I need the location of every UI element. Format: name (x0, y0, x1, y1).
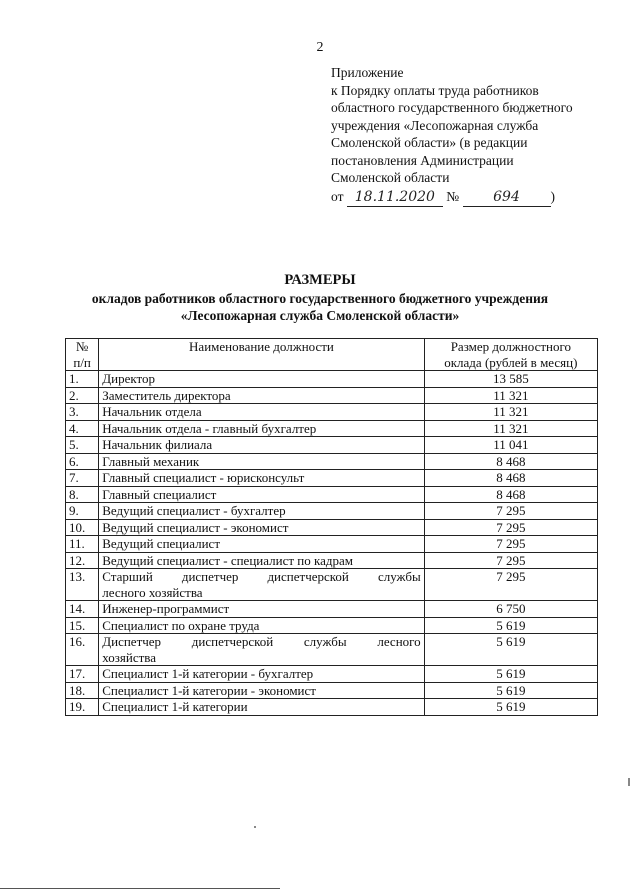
row-salary: 11 321 (424, 420, 597, 437)
row-salary: 11 321 (424, 387, 597, 404)
row-number: 15. (66, 617, 99, 634)
row-number: 17. (66, 666, 99, 683)
row-salary: 5 619 (424, 666, 597, 683)
scan-edge-line (0, 888, 280, 889)
table-header-row (66, 339, 598, 371)
row-number: 14. (66, 601, 99, 618)
appendix-line: к Порядку оплаты труда работников (331, 82, 539, 98)
row-salary: 13 585 (424, 371, 597, 388)
row-position: Начальник филиала (99, 437, 424, 454)
row-salary: 8 468 (424, 470, 597, 487)
row-salary: 7 295 (424, 536, 597, 553)
row-salary: 5 619 (424, 617, 597, 634)
document-title (0, 272, 640, 324)
row-position: Главный механик (99, 453, 424, 470)
header-number-line-1: № (75, 339, 89, 354)
row-number: 6. (66, 453, 99, 470)
handwritten-number: 694 (463, 189, 551, 208)
row-position-line-1: Диспетчер диспетчерской службы лесного (102, 634, 421, 649)
table-row (66, 371, 598, 388)
row-position: Главный специалист - юрисконсульт (99, 470, 424, 487)
row-position: Специалист 1-й категории - бухгалтер (99, 666, 424, 683)
table-row (66, 387, 598, 404)
row-salary: 8 468 (424, 453, 597, 470)
row-number: 16. (66, 634, 99, 666)
row-position: Специалист по охране труда (99, 617, 424, 634)
from-label: от (331, 188, 344, 204)
appendix-line: постановления Администрации (331, 152, 514, 168)
table-row (66, 453, 598, 470)
row-salary: 5 619 (424, 699, 597, 716)
row-salary: 7 295 (424, 569, 597, 601)
row-position: Начальник отдела (99, 404, 424, 421)
row-position: Специалист 1-й категории - экономист (99, 682, 424, 699)
table-row (66, 404, 598, 421)
scan-artifact (254, 826, 256, 828)
row-number: 12. (66, 552, 99, 569)
row-salary: 7 295 (424, 552, 597, 569)
row-number: 5. (66, 437, 99, 454)
row-number: 2. (66, 387, 99, 404)
row-salary: 11 041 (424, 437, 597, 454)
appendix-line: Смоленской области (331, 170, 450, 185)
header-number (66, 339, 99, 371)
row-number: 13. (66, 569, 99, 601)
row-position: Специалист 1-й категории (99, 699, 424, 716)
table-row (66, 503, 598, 520)
table-row (66, 486, 598, 503)
appendix-line: Приложение (331, 65, 404, 80)
row-number: 7. (66, 470, 99, 487)
row-position: Ведущий специалист - экономист (99, 519, 424, 536)
row-salary: 7 295 (424, 519, 597, 536)
row-salary: 6 750 (424, 601, 597, 618)
row-position: Заместитель директора (99, 387, 424, 404)
row-number: 1. (66, 371, 99, 388)
row-salary: 11 321 (424, 404, 597, 421)
row-position: Начальник отдела - главный бухгалтер (99, 420, 424, 437)
row-position: Инженер-программист (99, 601, 424, 618)
row-number: 4. (66, 420, 99, 437)
row-number: 8. (66, 486, 99, 503)
row-position: Ведущий специалист - бухгалтер (99, 503, 424, 520)
header-salary (424, 339, 597, 371)
table-row (66, 536, 598, 553)
table-row (66, 617, 598, 634)
row-position-line-2: хозяйства (102, 649, 157, 665)
table-row (66, 420, 598, 437)
row-salary: 5 619 (424, 682, 597, 699)
number-label: № (446, 188, 460, 204)
appendix-line: областного государственного бюджетного (331, 100, 573, 115)
row-position: Главный специалист (99, 486, 424, 503)
row-salary: 8 468 (424, 486, 597, 503)
title-line-1: окладов работников областного государственного бюджетного учреждения (91, 291, 549, 306)
table-row (66, 470, 598, 487)
row-number: 10. (66, 519, 99, 536)
table-row (66, 601, 598, 618)
row-salary: 7 295 (424, 503, 597, 520)
row-number: 11. (66, 536, 99, 553)
row-position-line-2: лесного хозяйства (102, 584, 203, 600)
appendix-line: Смоленской области» (в редакции (331, 135, 528, 150)
table-row (66, 519, 598, 536)
handwritten-date: 18.11.2020 (347, 189, 443, 208)
table-row (66, 666, 598, 683)
row-number: 9. (66, 503, 99, 520)
row-number: 3. (66, 404, 99, 421)
header-position: Наименование должности (99, 339, 424, 371)
appendix-line: учреждения «Лесопожарная служба (331, 117, 539, 133)
row-number: 19. (66, 699, 99, 716)
table-row (66, 634, 598, 666)
row-position: Директор (99, 371, 424, 388)
title-main: РАЗМЕРЫ (284, 272, 356, 288)
scan-artifact (628, 778, 630, 786)
page-number: 2 (316, 40, 324, 55)
row-number: 18. (66, 682, 99, 699)
row-position: Ведущий специалист - специалист по кадрам (99, 552, 424, 569)
title-line-2: «Лесопожарная служба Смоленской области» (180, 308, 460, 323)
header-salary-line-2: оклада (рублей в месяц) (444, 354, 578, 370)
table-row (66, 569, 598, 601)
table-row (66, 682, 598, 699)
table-row (66, 437, 598, 454)
row-salary: 5 619 (424, 634, 597, 666)
salary-table (65, 338, 598, 716)
row-position-line-1: Старший диспетчер диспетчерской службы (102, 569, 421, 584)
header-number-line-2: п/п (73, 354, 91, 370)
header-salary-line-1: Размер должностного (450, 339, 571, 354)
decree-reference (331, 188, 621, 208)
table-row (66, 552, 598, 569)
row-position (99, 634, 424, 666)
appendix-header (331, 64, 621, 207)
closing-paren: ) (550, 188, 555, 204)
row-position: Ведущий специалист (99, 536, 424, 553)
table-row (66, 699, 598, 716)
row-position (99, 569, 424, 601)
